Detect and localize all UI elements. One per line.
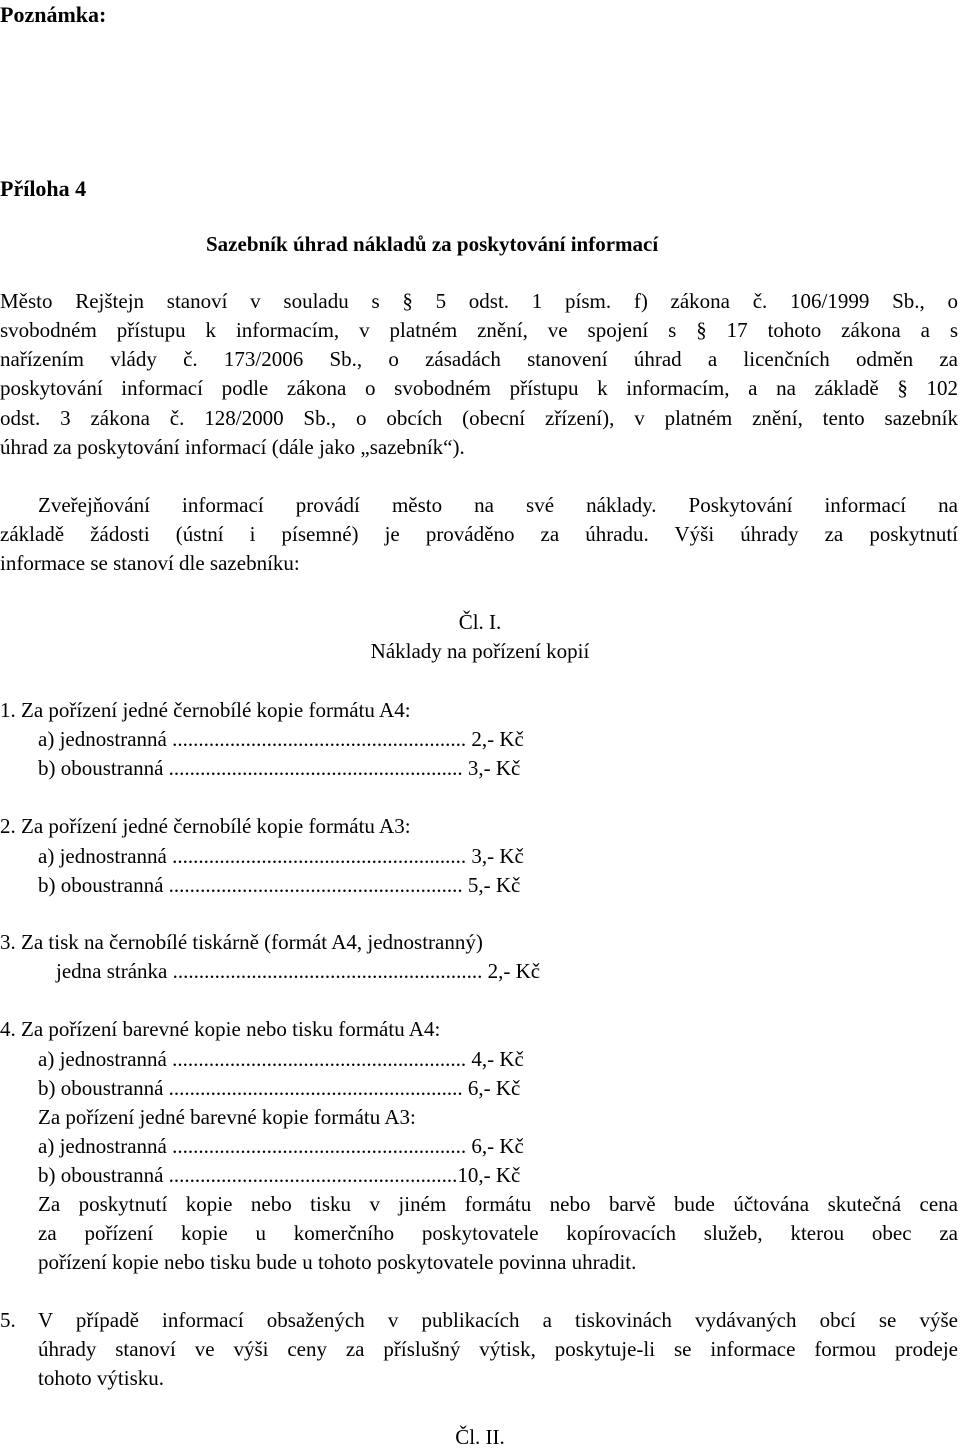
document-title: Sazebník úhrad nákladů za poskytování informací <box>206 232 659 256</box>
item-4-note-line: pořízení kopie nebo tisku bude u tohoto poskytovatele povinna uhradit. <box>38 1250 637 1274</box>
publication-line: základě žádosti (ústní i písemné) je prováděno za úhradu. Výši úhrady za poskytnutí <box>0 522 958 546</box>
item-4-heading: 4. Za pořízení barevné kopie nebo tisku formátu A4: <box>0 1017 441 1041</box>
price-line: b) oboustranná .......................................................10,- Kč <box>38 1163 521 1187</box>
publication-line: informace se stanoví dle sazebníku: <box>0 551 300 575</box>
item-2-heading: 2. Za pořízení jedné černobílé kopie formátu A3: <box>0 814 411 838</box>
publication-line: Zveřejňování informací provádí město na své náklady. Poskytování informací na <box>38 493 958 517</box>
price-line: a) jednostranná ........................................................ 6,- Kč <box>38 1134 524 1158</box>
intro-line: svobodném přístupu k informacím, v platném znění, ve spojení s § 17 tohoto zákona a s <box>0 318 958 342</box>
price-line: b) oboustranná ........................................................ 5,- Kč <box>38 873 521 897</box>
item-4-note-line: za pořízení kopie u komerčního poskytovatele kopírovacích služeb, kterou obec za <box>38 1221 958 1245</box>
price-line: b) oboustranná ........................................................ 3,- Kč <box>38 756 521 780</box>
note-heading: Poznámka: <box>0 2 107 27</box>
article-2-number: Čl. II. <box>455 1425 505 1449</box>
intro-line: Město Rejštejn stanoví v souladu s § 5 odst. 1 písm. f) zákona č. 106/1999 Sb., o <box>0 289 958 313</box>
annex-heading: Příloha 4 <box>0 176 87 201</box>
item-5-number: 5. <box>0 1308 16 1332</box>
item-4-subheading: Za pořízení jedné barevné kopie formátu A3: <box>38 1105 416 1129</box>
item-5-line: úhrady stanoví ve výši ceny za příslušný výtisk, poskytuje-li se informace formou prodeje <box>38 1337 958 1361</box>
price-line: b) oboustranná ........................................................ 6,- Kč <box>38 1076 521 1100</box>
price-line: jedna stránka ........................................................... 2,- Kč <box>56 959 541 983</box>
intro-line: úhrad za poskytování informací (dále jako „sazebník“). <box>0 435 465 459</box>
article-1-title: Náklady na pořízení kopií <box>370 639 590 663</box>
item-4-note-line: Za poskytnutí kopie nebo tisku v jiném formátu nebo barvě bude účtována skutečná cena <box>38 1192 958 1216</box>
intro-line: poskytování informací podle zákona o svobodném přístupu k informacím, a na základě § 102 <box>0 376 958 400</box>
intro-line: nařízením vlády č. 173/2006 Sb., o zásadách stanovení úhrad a licenčních odměn za <box>0 347 958 371</box>
item-5-line: tohoto výtisku. <box>38 1366 165 1390</box>
item-5-line: V případě informací obsažených v publikacích a tiskovinách vydávaných obcí se výše <box>38 1308 958 1332</box>
item-1-heading: 1. Za pořízení jedné černobílé kopie formátu A4: <box>0 698 411 722</box>
price-line: a) jednostranná ........................................................ 2,- Kč <box>38 727 524 751</box>
intro-line: odst. 3 zákona č. 128/2000 Sb., o obcích (obecní zřízení), v platném znění, tento sazebník <box>0 406 958 430</box>
item-3-heading: 3. Za tisk na černobílé tiskárně (formát A4, jednostranný) <box>0 930 483 954</box>
article-1-number: Čl. I. <box>458 610 502 634</box>
price-line: a) jednostranná ........................................................ 4,- Kč <box>38 1047 524 1071</box>
price-line: a) jednostranná ........................................................ 3,- Kč <box>38 844 524 868</box>
